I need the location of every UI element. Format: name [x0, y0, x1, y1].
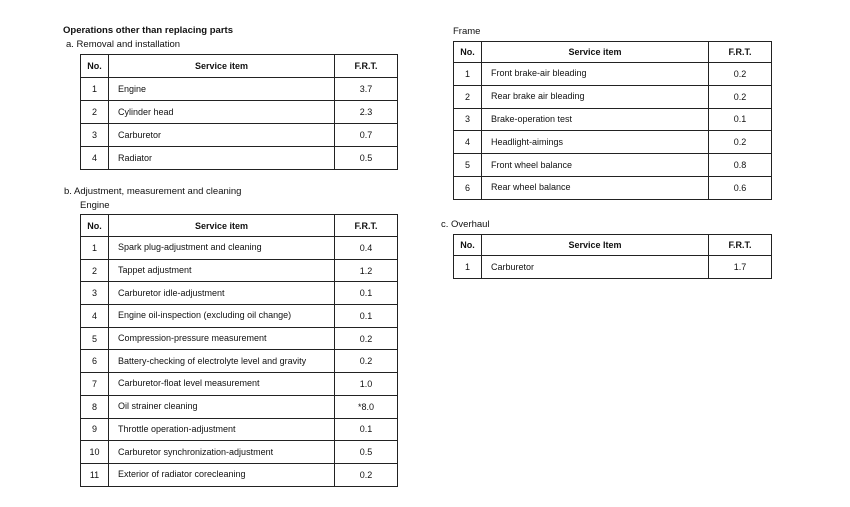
- header-service-item: Service item: [109, 55, 335, 78]
- service-item: Carburetor idle-adjustment: [109, 282, 335, 305]
- header-no: No.: [454, 235, 482, 256]
- frt-value: 0.5: [335, 441, 398, 464]
- frame-label: Frame: [453, 26, 481, 37]
- row-number: 5: [454, 154, 482, 177]
- frt-value: 0.2: [335, 350, 398, 373]
- frt-value: 3.7: [335, 78, 398, 101]
- service-item: Engine oil-inspection (excluding oil change): [109, 305, 335, 328]
- header-service-item: Service Item: [482, 235, 709, 256]
- service-item: Rear wheel balance: [482, 176, 709, 199]
- service-item: Throttle operation-adjustment: [109, 418, 335, 441]
- engine-adjustment-table: [80, 214, 398, 487]
- service-item: Carburetor synchronization-adjustment: [109, 441, 335, 464]
- table-row: [81, 78, 398, 101]
- service-item: Front wheel balance: [482, 154, 709, 177]
- frt-value: 0.1: [335, 418, 398, 441]
- frt-value: 1.7: [709, 256, 772, 279]
- table-row: [454, 256, 772, 279]
- table-row: [454, 131, 772, 154]
- row-number: 1: [454, 256, 482, 279]
- table-row: [454, 63, 772, 86]
- row-number: 2: [81, 101, 109, 124]
- table-row: [81, 463, 398, 486]
- service-item: Cylinder head: [109, 101, 335, 124]
- service-item: Brake-operation test: [482, 108, 709, 131]
- frt-value: 2.3: [335, 101, 398, 124]
- service-item: Front brake-air bleading: [482, 63, 709, 86]
- service-item: Engine: [109, 78, 335, 101]
- table-row: [81, 147, 398, 170]
- service-item: Spark plug-adjustment and cleaning: [109, 237, 335, 260]
- row-number: 8: [81, 395, 109, 418]
- row-number: 7: [81, 373, 109, 396]
- service-item: Battery-checking of electrolyte level and gravity: [109, 350, 335, 373]
- table-row: [454, 85, 772, 108]
- row-number: 3: [81, 282, 109, 305]
- service-item: Carburetor: [109, 124, 335, 147]
- section-a-label: a. Removal and installation: [66, 39, 181, 50]
- table-row: [81, 350, 398, 373]
- table-row: [81, 237, 398, 260]
- overhaul-table: [453, 234, 772, 279]
- row-number: 3: [81, 124, 109, 147]
- section-b-label: b. Adjustment, measurement and cleaning: [64, 186, 242, 197]
- frt-value: 0.2: [709, 85, 772, 108]
- row-number: 4: [81, 147, 109, 170]
- table-row: [454, 176, 772, 199]
- table-row: [81, 441, 398, 464]
- frt-value: 0.1: [709, 108, 772, 131]
- frt-value: 0.2: [335, 327, 398, 350]
- table-row: [81, 305, 398, 328]
- table-row: [454, 108, 772, 131]
- row-number: 9: [81, 418, 109, 441]
- row-number: 4: [454, 131, 482, 154]
- page-title: Operations other than replacing parts: [63, 25, 233, 36]
- frt-value: 0.2: [335, 463, 398, 486]
- frt-value: 0.6: [709, 176, 772, 199]
- row-number: 6: [454, 176, 482, 199]
- table-row: [81, 327, 398, 350]
- row-number: 2: [81, 259, 109, 282]
- row-number: 11: [81, 463, 109, 486]
- row-number: 1: [81, 237, 109, 260]
- table-row: [81, 124, 398, 147]
- frame-table: [453, 41, 772, 200]
- header-frt: F.R.T.: [335, 55, 398, 78]
- removal-installation-table: [80, 54, 398, 170]
- row-number: 6: [81, 350, 109, 373]
- table-row: [81, 395, 398, 418]
- row-number: 5: [81, 327, 109, 350]
- frt-value: 1.2: [335, 259, 398, 282]
- table-row: [454, 154, 772, 177]
- section-b-sublabel: Engine: [80, 200, 110, 211]
- header-no: No.: [81, 215, 109, 237]
- frt-value: 0.7: [335, 124, 398, 147]
- row-number: 1: [454, 63, 482, 86]
- service-item: Rear brake air bleading: [482, 85, 709, 108]
- frt-value: 0.1: [335, 305, 398, 328]
- table-row: [81, 282, 398, 305]
- frt-value: *8.0: [335, 395, 398, 418]
- header-frt: F.R.T.: [709, 235, 772, 256]
- header-no: No.: [81, 55, 109, 78]
- row-number: 3: [454, 108, 482, 131]
- header-service-item: Service item: [109, 215, 335, 237]
- service-item: Headlight-aimings: [482, 131, 709, 154]
- header-no: No.: [454, 42, 482, 63]
- header-frt: F.R.T.: [709, 42, 772, 63]
- row-number: 4: [81, 305, 109, 328]
- frt-value: 0.4: [335, 237, 398, 260]
- header-frt: F.R.T.: [335, 215, 398, 237]
- frt-value: 0.2: [709, 131, 772, 154]
- frt-value: 0.2: [709, 63, 772, 86]
- service-item: Oil strainer cleaning: [109, 395, 335, 418]
- service-item: Tappet adjustment: [109, 259, 335, 282]
- table-row: [81, 418, 398, 441]
- row-number: 1: [81, 78, 109, 101]
- table-row: [81, 373, 398, 396]
- frt-value: 0.8: [709, 154, 772, 177]
- table-row: [81, 259, 398, 282]
- service-item: Radiator: [109, 147, 335, 170]
- table-row: [81, 101, 398, 124]
- header-service-item: Service item: [482, 42, 709, 63]
- row-number: 2: [454, 85, 482, 108]
- service-item: Carburetor-float level measurement: [109, 373, 335, 396]
- frt-value: 0.1: [335, 282, 398, 305]
- frt-value: 1.0: [335, 373, 398, 396]
- service-item: Carburetor: [482, 256, 709, 279]
- service-item: Exterior of radiator corecleaning: [109, 463, 335, 486]
- row-number: 10: [81, 441, 109, 464]
- frt-value: 0.5: [335, 147, 398, 170]
- service-item: Compression-pressure measurement: [109, 327, 335, 350]
- section-c-label: c. Overhaul: [441, 219, 490, 230]
